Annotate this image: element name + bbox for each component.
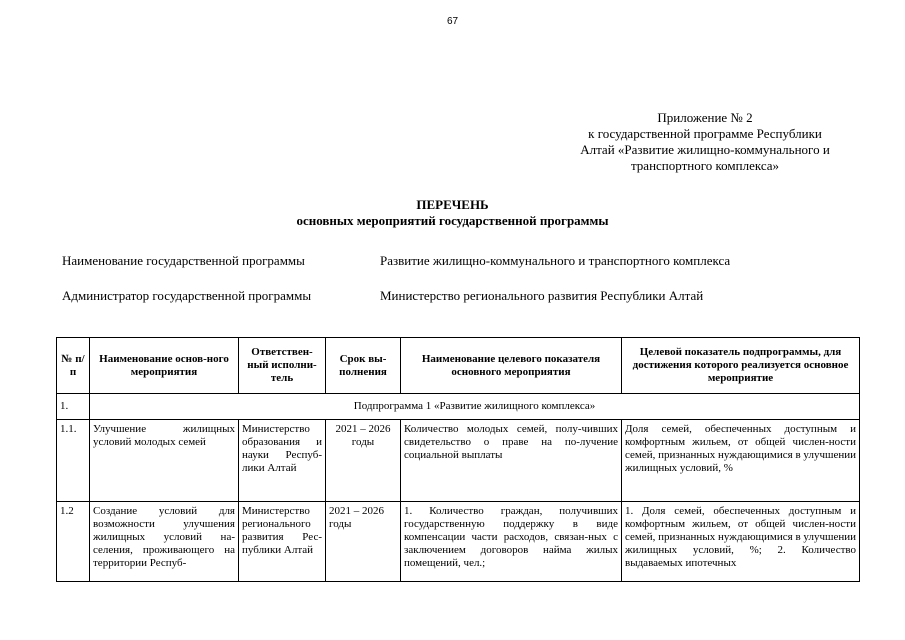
- appendix-note: [540, 110, 870, 174]
- header-term: Срок вы-полнения: [326, 338, 401, 394]
- row-num: 1.1.: [57, 420, 90, 502]
- table-row: [57, 502, 860, 582]
- row-indicator: Количество молодых семей, полу-чивших свидетельство о праве на по-лучение социальной выплаты: [401, 420, 622, 502]
- header-measure-name: Наименование основ-ного мероприятия: [90, 338, 239, 394]
- administrator-value: Министерство регионального развития Республики Алтай: [380, 288, 704, 303]
- page-number: 67: [446, 16, 459, 27]
- row-target: Доля семей, обеспеченных доступным и комфортным жильем, от общей числен-ности семей, признанных нуждающимися в улучшении жилищных условий, %: [622, 420, 860, 502]
- subprogram-row: [57, 394, 860, 420]
- row-measure-name: Улучшение жилищных условий молодых семей: [90, 420, 239, 502]
- header-indicator: Наименование целевого показателя основного мероприятия: [401, 338, 622, 394]
- row-executor: Министерство регионального развития Рес-публики Алтай: [239, 502, 326, 582]
- title-line-1: ПЕРЕЧЕНЬ: [416, 197, 489, 212]
- row-indicator: 1. Количество граждан, получивших государственную поддержку в виде компенсации части расходов, связан-ных с заключением договоров найма жилых помещений, чел.;: [401, 502, 622, 582]
- appendix-line-1: Приложение № 2: [657, 110, 753, 125]
- subprogram-title: Подпрограмма 1 «Развитие жилищного комплекса»: [90, 394, 860, 420]
- header-target: Целевой показатель подпрограммы, для достижения которого реализуется основное мероприятие: [622, 338, 860, 394]
- row-term: 2021 – 2026 годы: [326, 502, 401, 582]
- row-executor: Министерство образования и науки Респуб-лики Алтай: [239, 420, 326, 502]
- header-num: № п/п: [57, 338, 90, 394]
- appendix-line-4: транспортного комплекса»: [630, 158, 780, 173]
- measures-table: [56, 337, 860, 582]
- program-name-value: Развитие жилищно-коммунального и транспортного комплекса: [380, 253, 731, 268]
- table-header-row: [57, 338, 860, 394]
- row-num: 1.2: [57, 502, 90, 582]
- title-line-2: основных мероприятий государственной программы: [296, 213, 609, 228]
- appendix-line-3: Алтай «Развитие жилищно-коммунального и: [580, 142, 830, 157]
- row-target: 1. Доля семей, обеспеченных доступным и комфортным жильем, от общей числен-ности семей, признанных нуждающимися в улучшении жилищных условий, %; 2. Количество выдаваемых ипотечных: [622, 502, 860, 582]
- table-row: [57, 420, 860, 502]
- subprogram-num: 1.: [57, 394, 90, 420]
- row-measure-name: Создание условий для возможности улучшения жилищных условий на-селения, проживающего на территории Респуб-: [90, 502, 239, 582]
- header-executor: Ответствен-ный исполни-тель: [239, 338, 326, 394]
- row-term: 2021 – 2026 годы: [326, 420, 401, 502]
- appendix-line-2: к государственной программе Республики: [588, 126, 822, 141]
- program-name-label: Наименование государственной программы: [62, 253, 305, 268]
- administrator-label: Администратор государственной программы: [62, 288, 312, 303]
- document-title: [0, 197, 905, 229]
